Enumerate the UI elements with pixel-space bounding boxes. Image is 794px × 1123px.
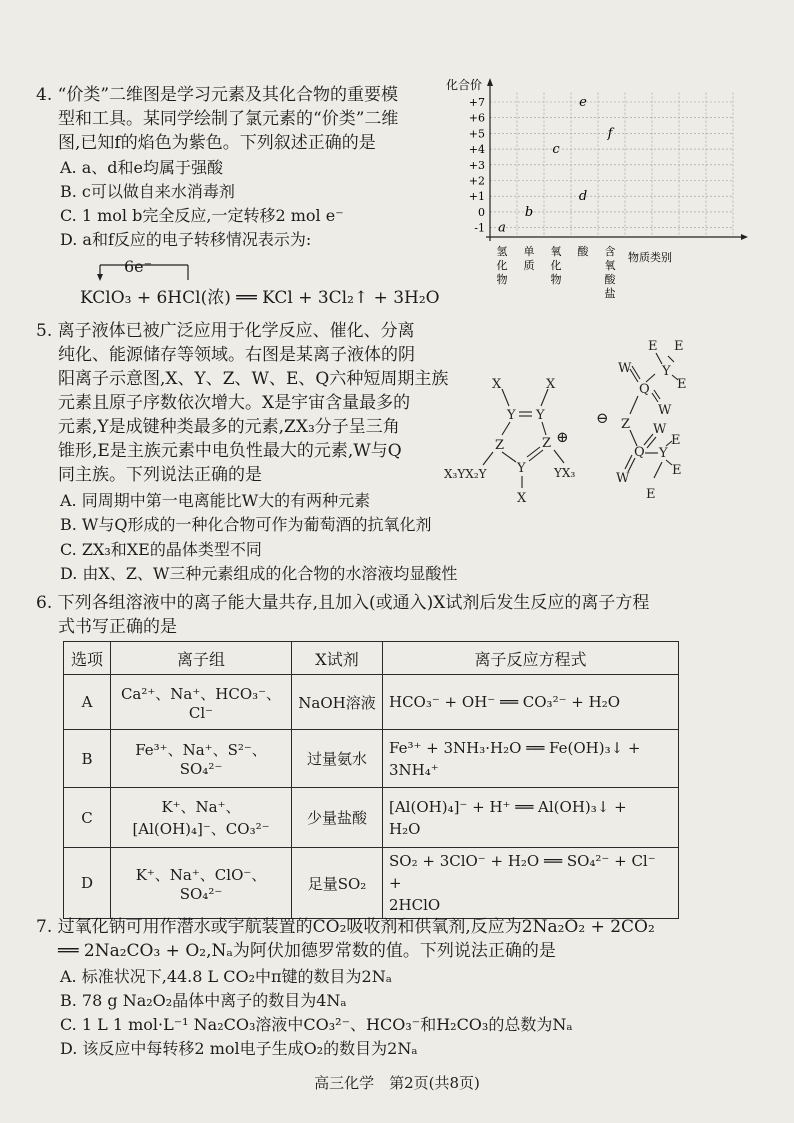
q5-stem-line6: 锥形,E是主族元素中电负性最大的元素,W与Q <box>58 441 402 461</box>
anion-atom-e1: E <box>648 339 658 354</box>
anion-atom-y2: Y <box>659 446 668 461</box>
row-equation <box>383 788 679 848</box>
y-tick-label: +4 <box>468 143 485 157</box>
row-option: C <box>64 788 111 848</box>
point-label-a: a <box>498 220 506 236</box>
cation-atom-x2: X <box>546 377 556 392</box>
anion-atom-e6: E <box>646 487 656 502</box>
row-reagent: 少量盐酸 <box>292 788 383 848</box>
q5-stem-line7: 同主族。下列说法正确的是 <box>58 465 262 485</box>
equation-line: 3NH₄⁺ <box>389 760 439 779</box>
y-tick-label: +6 <box>468 111 485 125</box>
q4-redox-equation: KClO₃ + 6HCl(浓) ══ KCl + 3Cl₂↑ + 3H₂O <box>80 288 440 308</box>
q5-stem-line1: 5. 离子液体已被广泛应用于化学反应、催化、分离 <box>36 321 415 341</box>
row-reagent: 过量氨水 <box>292 730 383 788</box>
x-axis-arrow <box>741 234 748 240</box>
cation-atom-x3: X <box>517 491 527 506</box>
chart-x-axis-label: 物质类别 <box>628 251 672 264</box>
q6-stem-line1: 6. 下列各组溶液中的离子能大量共存,且加入(或通入)X试剂后发生反应的离子方程 <box>36 593 650 613</box>
q5-option-d: D. 由X、Z、W三种元素组成的化合物的水溶液均显酸性 <box>60 564 458 583</box>
cation-atom-z1: Z <box>495 438 505 453</box>
y-tick-label: -1 <box>474 221 485 235</box>
row-ions: K⁺、Na⁺、ClO⁻、SO₄²⁻ <box>111 848 292 919</box>
equation-line: H₂O <box>389 819 421 838</box>
y-tick-label: +5 <box>468 127 485 141</box>
q7-stem-line2: ══ 2Na₂CO₃ + O₂,Nₐ为阿伏加德罗常数的值。下列说法正确的是 <box>58 941 556 961</box>
equation-line: SO₂ + 3ClO⁻ + H₂O ══ SO₄²⁻ + Cl⁻ + <box>389 852 656 892</box>
row-ions: Fe³⁺、Na⁺、S²⁻、SO₄²⁻ <box>111 730 292 788</box>
cation-atom-y3: Y <box>517 461 526 476</box>
q4-stem-line2: 型和工具。某同学绘制了氯元素的“价类”二维 <box>58 109 399 129</box>
q5-option-c: C. ZX₃和XE的晶体类型不同 <box>60 540 262 559</box>
header-option: 选项 <box>64 642 111 675</box>
q4-stem-line1: 4. “价类”二维图是学习元素及其化合物的重要模 <box>36 85 399 105</box>
anion-atom-e5: E <box>672 463 682 478</box>
y-tick-label: +3 <box>468 158 485 172</box>
q7-option-b: B. 78 g Na₂O₂晶体中离子的数目为4Nₐ <box>60 991 347 1010</box>
point-label-e: e <box>579 95 587 110</box>
anion-atom-e2: E <box>674 339 684 354</box>
anion-atom-z: Z <box>621 417 631 432</box>
q7-option-a: A. 标准状况下,44.8 L CO₂中π键的数目为2Nₐ <box>60 967 392 986</box>
anion-atom-w2: W <box>658 403 672 418</box>
row-option: B <box>64 730 111 788</box>
q4-stem-line3: 图,已知f的焰色为紫色。下列叙述正确的是 <box>58 133 376 153</box>
q7-option-d: D. 该反应中每转移2 mol电子生成O₂的数目为2Nₐ <box>60 1039 418 1058</box>
ion-list: K⁺、Na⁺、[Al(OH)₄]⁻、CO₃²⁻ <box>132 797 270 838</box>
chart-points <box>498 95 614 236</box>
q5-stem-line5: 元素,Y是成键种类最多的元素,ZX₃分子呈三角 <box>58 417 400 437</box>
y-axis-arrow <box>487 78 493 86</box>
anion-atom-q1: Q <box>639 382 650 397</box>
point-label-f: f <box>607 126 613 142</box>
y-tick-label: 0 <box>478 205 485 219</box>
cation-atom-x1: X <box>492 377 502 392</box>
cation-atom-z2: Z <box>542 436 552 451</box>
cation-atom-y2: Y <box>536 408 545 423</box>
point-label-c: c <box>552 142 560 158</box>
equation-line: 2HClO <box>389 896 441 914</box>
anion-atom-e4: E <box>671 433 681 448</box>
negative-charge-icon: ⊖ <box>596 409 609 427</box>
category-label: 酸 <box>577 245 589 259</box>
ion-reaction-table <box>63 641 679 919</box>
anion-atom-e3: E <box>677 377 687 392</box>
equation-line: [Al(OH)₄]⁻ + H⁺ ══ Al(OH)₃↓ + <box>389 797 627 816</box>
cation-atom-y1: Y <box>507 408 516 423</box>
cation-left-group: X₃YX₂Y <box>444 467 487 481</box>
header-reagent: X试剂 <box>292 642 383 675</box>
q6-stem-line2: 式书写正确的是 <box>58 617 177 637</box>
transfer-electron-label: 6e⁻ <box>124 257 153 276</box>
table-row <box>64 788 679 848</box>
point-label-b: b <box>524 204 534 220</box>
row-ions <box>111 788 292 848</box>
y-tick-label: +1 <box>468 190 485 204</box>
y-tick-label: +2 <box>468 174 485 188</box>
q4-option-c: C. 1 mol b完全反应,一定转移2 mol e⁻ <box>60 206 344 225</box>
point-label-d: d <box>578 189 588 205</box>
category-label: 氧化物 <box>550 245 562 287</box>
row-reagent: NaOH溶液 <box>292 675 383 730</box>
ionic-liquid-structure <box>440 322 770 512</box>
table-row <box>64 730 679 788</box>
q4-option-a: A. a、d和e均属于强酸 <box>60 158 223 177</box>
q7-option-c: C. 1 L 1 mol·L⁻¹ Na₂CO₃溶液中CO₃²⁻、HCO₃⁻和H₂CO₃的总数为Nₐ <box>60 1015 573 1034</box>
valence-class-chart <box>440 72 760 302</box>
chart-y-ticks <box>469 96 485 235</box>
y-tick-label: +7 <box>468 96 485 109</box>
category-label: 单质 <box>523 245 535 273</box>
chart-y-axis-label: 化合价 <box>446 78 483 92</box>
row-equation <box>383 848 679 919</box>
row-option: A <box>64 675 111 730</box>
q5-option-b: B. W与Q形成的一种化合物可作为葡萄酒的抗氧化剂 <box>60 515 432 534</box>
table-row <box>64 675 679 730</box>
q5-stem-line2: 纯化、能源储存等领域。右图是某离子液体的阴 <box>58 345 415 365</box>
category-label: 含氧酸盐 <box>604 245 616 301</box>
anion-atom-w1: W <box>618 361 632 376</box>
header-ionic-equation: 离子反应方程式 <box>383 642 679 675</box>
positive-charge-icon: ⊕ <box>556 428 569 446</box>
anion-atom-y1: Y <box>662 364 671 379</box>
q4-option-d: D. a和f反应的电子转移情况表示为: <box>60 230 312 249</box>
anion-atom-q2: Q <box>634 445 645 460</box>
row-equation <box>383 730 679 788</box>
equation-line: HCO₃⁻ + OH⁻ ══ CO₃²⁻ + H₂O <box>389 693 620 711</box>
category-label: 氢化物 <box>496 245 508 287</box>
row-option: D <box>64 848 111 919</box>
header-ion-group: 离子组 <box>111 642 292 675</box>
q7-stem-line1: 7. 过氧化钠可用作潜水或宇航装置的CO₂吸收剂和供氧剂,反应为2Na₂O₂ + 2CO₂ <box>36 917 655 937</box>
q5-stem-line4: 元素且原子序数依次增大。X是宇宙含量最多的 <box>58 393 411 413</box>
row-reagent: 足量SO₂ <box>292 848 383 919</box>
q4-option-b: B. c可以做自来水消毒剂 <box>60 182 235 201</box>
cation-right-group: YX₃ <box>554 466 576 480</box>
row-ions: Ca²⁺、Na⁺、HCO₃⁻、Cl⁻ <box>111 675 292 730</box>
equation-line: Fe³⁺ + 3NH₃·H₂O ══ Fe(OH)₃↓ + <box>389 738 641 757</box>
row-equation <box>383 675 679 730</box>
table-header-row <box>64 642 679 675</box>
q5-stem-line3: 阳离子示意图,X、Y、Z、W、E、Q六种短周期主族 <box>58 369 449 389</box>
q5-option-a: A. 同周期中第一电离能比W大的有两种元素 <box>60 491 371 510</box>
chart-categories <box>497 244 617 300</box>
anion-atom-w4: W <box>616 471 630 486</box>
anion-atom-w3: W <box>653 422 667 437</box>
table-row <box>64 848 679 919</box>
page-footer: 高三化学 第2页(共8页) <box>314 1074 480 1092</box>
